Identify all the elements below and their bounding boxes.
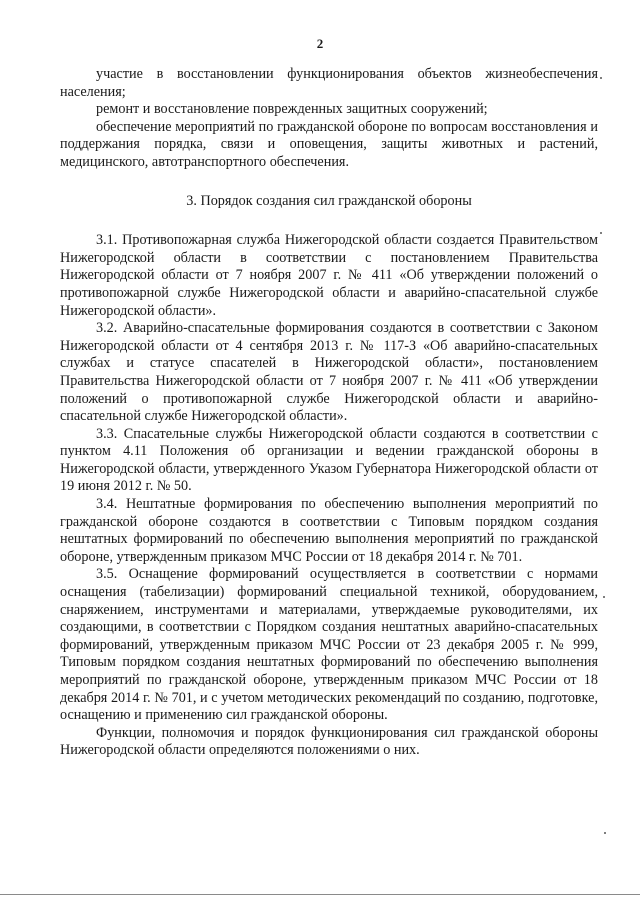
paragraph-3-1: 3.1. Противопожарная служба Нижегородской области создается Правительством Нижегородской области в соответствии с постановлением Правительства Нижегородской области от 7 ноября 2007 г. № 411 «Об утверждении положений о противопожарной службе Нижегородской области и аварийно-спасательной службе Нижегородской области». xyxy=(60,232,598,319)
paragraph-intro-3: обеспечение мероприятий по гражданской обороне по вопросам восстановления и поддержания порядка, связи и оповещения, защиты животных и растений, медицинского, автотранспортного обеспечения. xyxy=(60,118,598,170)
paragraph-intro-2: ремонт и восстановление поврежденных защитных сооружений; xyxy=(96,101,488,118)
paragraph-3-3: 3.3. Спасательные службы Нижегородской области создаются в соответствии с пунктом 4.11 Положения об организации и ведении гражданской обороны в Нижегородской области, утвержденного Указом Губернатора Нижегородской области от 19 июня 2012 г. № 50. xyxy=(60,425,598,495)
document-body xyxy=(60,66,598,760)
scan-speck xyxy=(603,596,605,598)
scan-edge-line xyxy=(0,894,640,895)
scan-speck xyxy=(604,832,606,834)
paragraph-3-5: 3.5. Оснащение формирований осуществляется в соответствии с нормами оснащения (табелизации) формирований специальной техникой, оборудованием, снаряжением, инструментами и материалами, утверждаемые руководителями, их создающими, в соответствии с Порядком создания нештатных аварийно-спасательных формирований, утвержденным приказом МЧС России от 23 декабря 2005 г. № 999, Типовым порядком создания нештатных формирований по обеспечению выполнения мероприятий по гражданской обороне, утвержденным приказом МЧС России от 18 декабря 2014 г. № 701, и с учетом методических рекомендаций по созданию, подготовке, оснащению и применению сил гражданской обороны. xyxy=(60,566,598,724)
paragraph-functions: Функции, полномочия и порядок функционирования сил гражданской обороны Нижегородской области определяются положениями о них. xyxy=(60,724,598,759)
paragraph-intro-1: участие в восстановлении функционирования объектов жизнеобеспечения населения; xyxy=(60,66,598,100)
paragraph-3-2: 3.2. Аварийно-спасательные формирования создаются в соответствии с Законом Нижегородской области от 4 сентября 2013 г. № 117-З «Об аварийно-спасательных службах и статусе спасателей в Нижегородской области», постановлением Правительства Нижегородской области от 7 ноября 2007 г. № 411 «Об утверждении положений о противопожарной службе Нижегородской области и аварийно-спасательной службе Нижегородской области». xyxy=(60,320,598,425)
scan-speck xyxy=(600,77,602,79)
paragraph-3-4: 3.4. Нештатные формирования по обеспечению выполнения мероприятий по гражданской обороне создаются в соответствии с Типовым порядком создания нештатных формирований по обеспечению выполнения мероприятий по гражданской обороне, утвержденным приказом МЧС России от 18 декабря 2014 г. № 701. xyxy=(60,496,598,565)
page-number: 2 xyxy=(316,36,324,51)
section-heading: 3. Порядок создания сил гражданской обороны xyxy=(186,192,472,209)
scan-speck xyxy=(600,232,602,234)
